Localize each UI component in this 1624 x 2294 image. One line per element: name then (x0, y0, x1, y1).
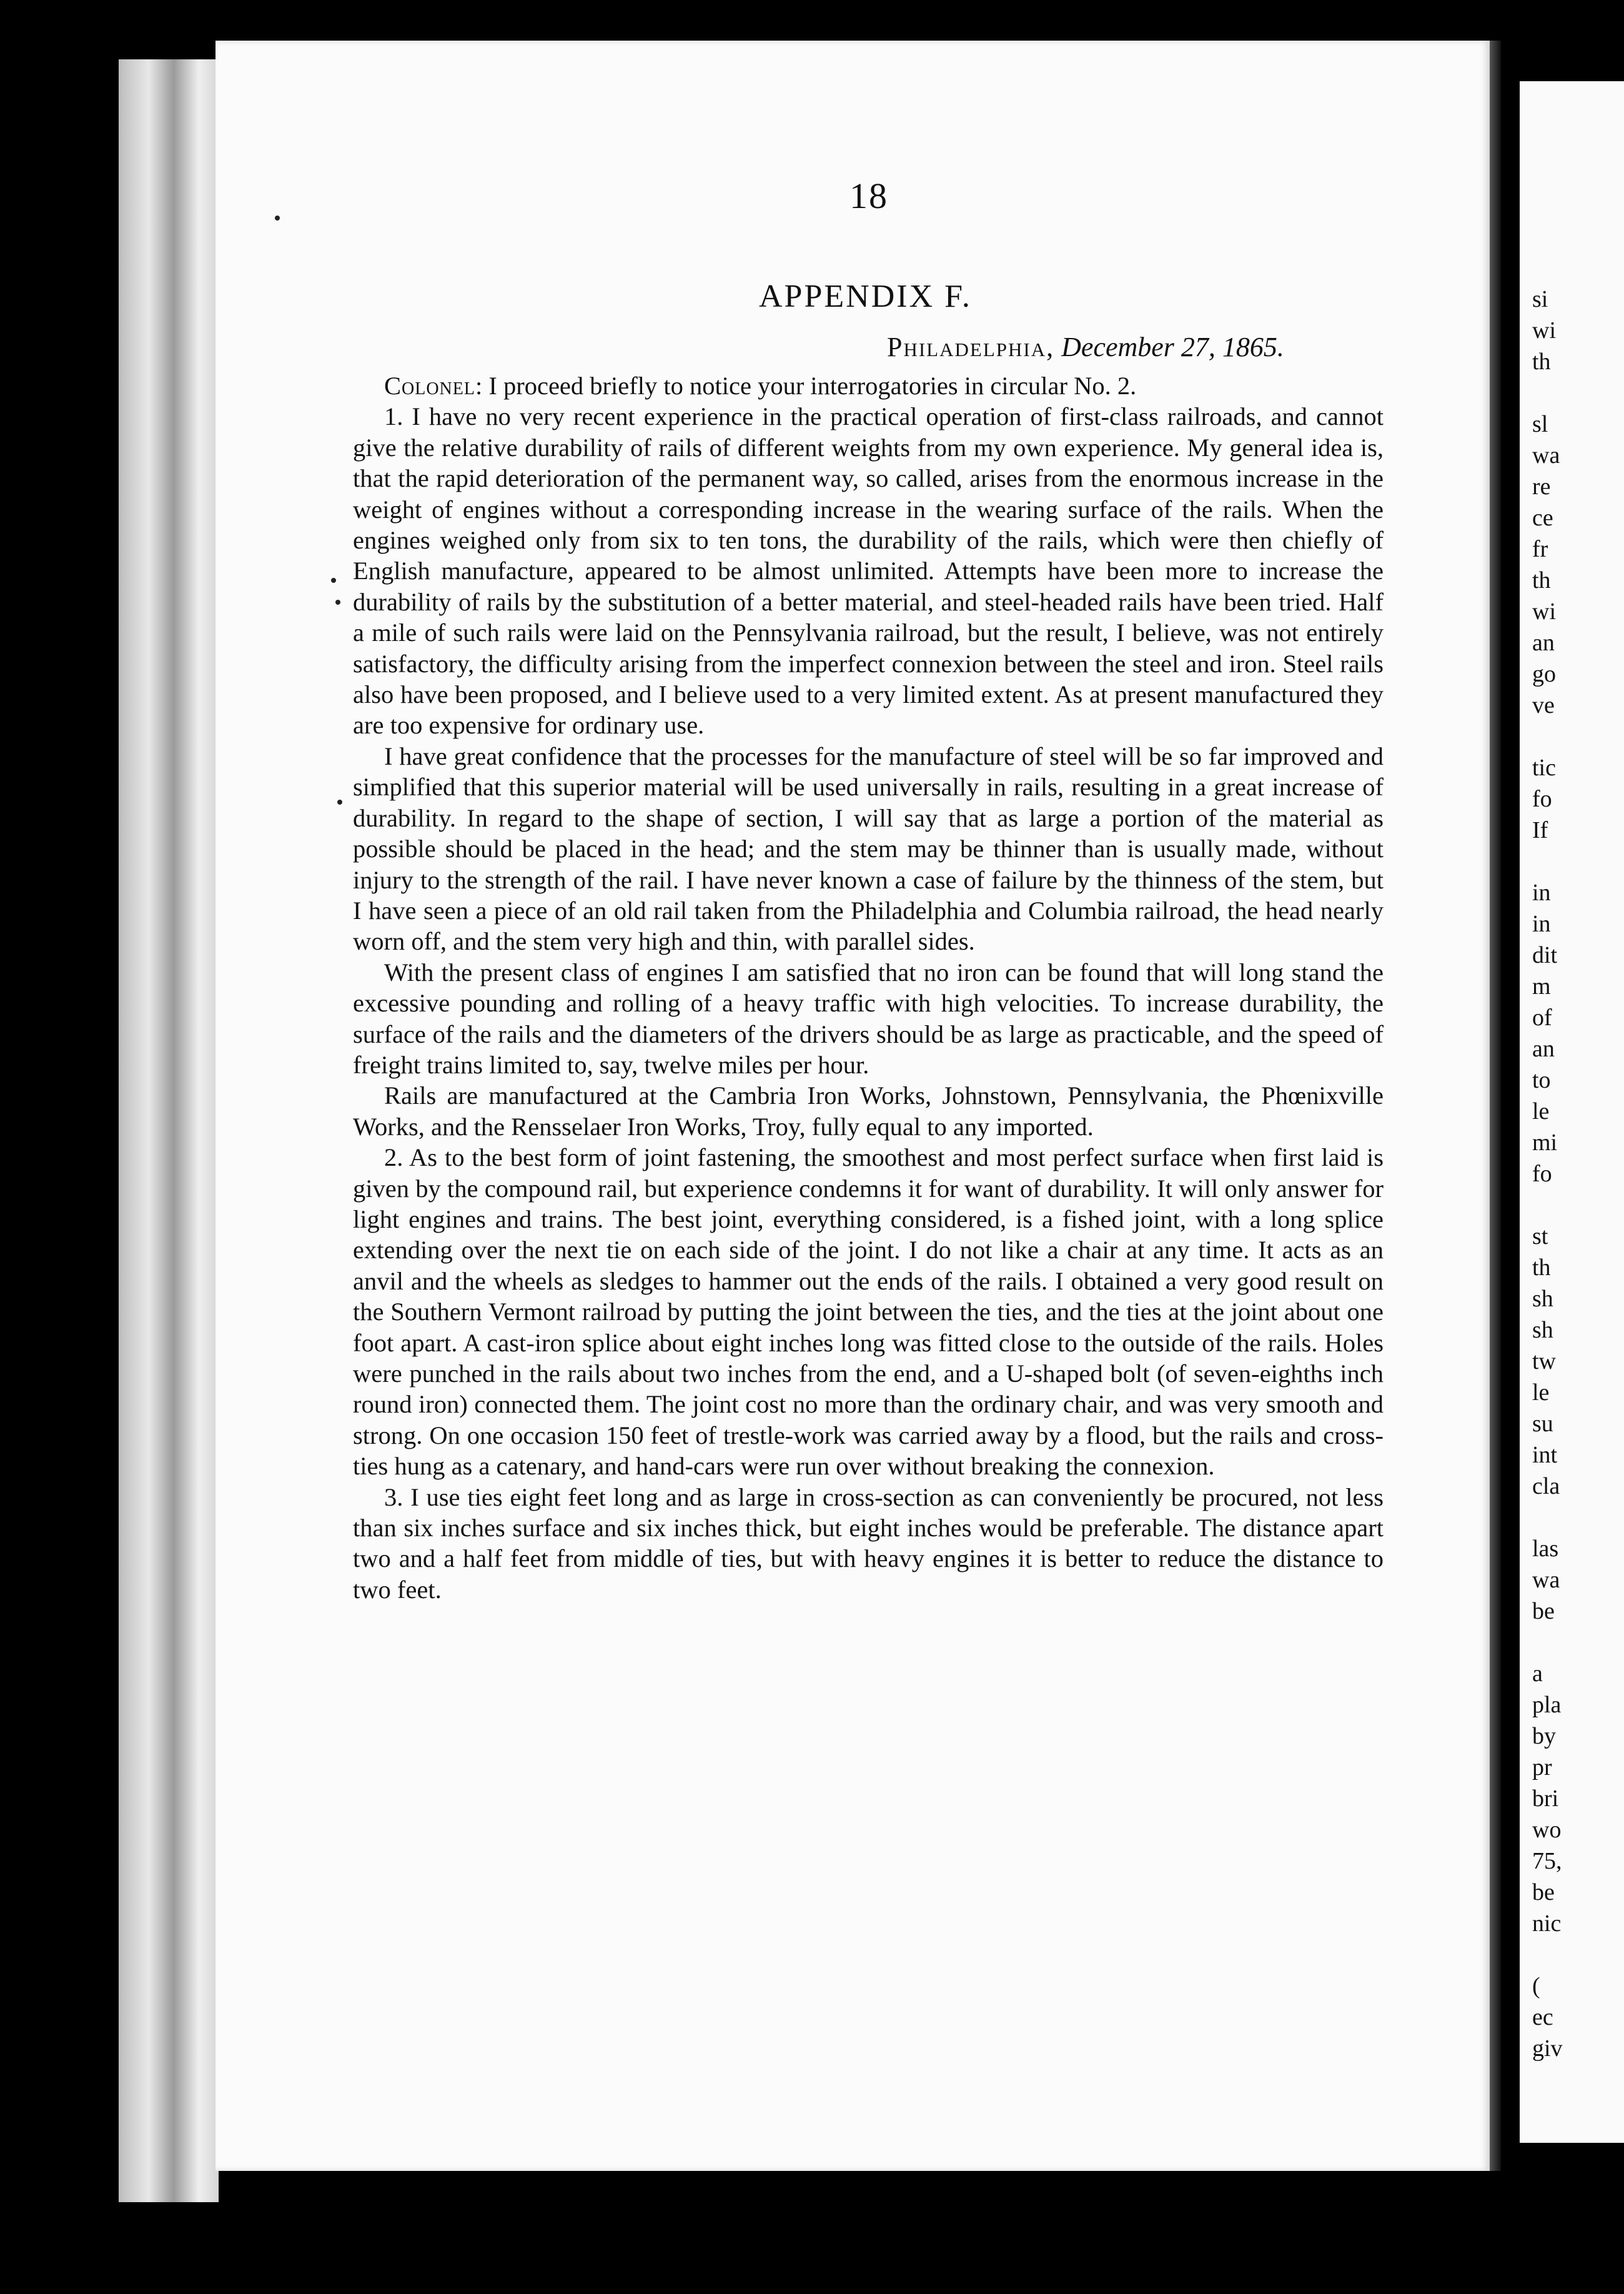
page-fold-shadow (1490, 41, 1501, 2171)
facing-page-text: an (1532, 630, 1555, 656)
dateline (887, 331, 1284, 363)
facing-page-text: mi (1532, 1130, 1558, 1156)
letter-body (353, 370, 1384, 1605)
facing-page-text: nic (1532, 1910, 1562, 1937)
facing-page-text: bri (1532, 1785, 1559, 1812)
facing-page-text: If (1532, 817, 1548, 843)
paragraph: Rails are manufactured at the Cambria Iron Works, Johnstown, Pennsylvania, the Phœnixville Works, and the Rensselaer Iron Works, Troy, fully equal to any imported. (353, 1081, 1384, 1141)
facing-page-text: tic (1532, 755, 1556, 781)
salutation: Colonel (384, 372, 475, 400)
facing-page-text: cla (1532, 1473, 1560, 1499)
facing-page-text: su (1532, 1411, 1553, 1437)
facing-page-text: si (1532, 286, 1548, 312)
facing-page-text: to (1532, 1067, 1551, 1093)
facing-page-text: be (1532, 1598, 1555, 1624)
paragraph: I have great confidence that the processes for the manufacture of steel will be so far improved and simplified that this superior material will be used universally in rails, resulting in a great increase of durability. In regard to the shape of section, I will say that as large a portion of the material as possible should be placed in the head; and the stem may be thinner than is usually made, without injury to the strength of the rail. I have never known a case of failure by the thinness of the stem, but I have seen a piece of an old rail taken from the Philadelphia and Columbia railroad, the head nearly worn off, and the stem very high and thin, with parallel sides. (353, 742, 1384, 956)
facing-page-text: ( (1532, 1973, 1540, 1999)
facing-page-text: ve (1532, 692, 1555, 718)
appendix-heading: APPENDIX F. (759, 279, 972, 314)
facing-page-text: ec (1532, 2004, 1553, 2030)
facing-page-text: in (1532, 911, 1551, 937)
facing-page-text: fo (1532, 786, 1552, 812)
paragraph: 1. I have no very recent experience in the practical operation of first-class railroads, and cannot give the relative durability of rails of different weights from my own experience. My general idea is, that the rapid deterioration of the permanent way, so called, arises from the enormous increase in the weight of engines without a corresponding increase in the wearing surface of the rails. When the engines weighed only from six to ten tons, the durability of the rails, which were then chiefly of English manufacture, appeared to be almost unlimited. Attempts have been more to increase the durability of rails by the substitution of a better material, and steel-headed rails have been tried. Half a mile of such rails were laid on the Pennsylvania railroad, but the result, I believe, was not entirely satisfactory, the difficulty arising from the imperfect connexion between the steel and iron. Steel rails also have been proposed, and I believe used to a very limited extent. As at present manufactured they are too expensive for ordinary use. (353, 402, 1384, 740)
facing-page-text: th (1532, 1254, 1551, 1281)
facing-page-text: le (1532, 1379, 1550, 1406)
dateline-place: Philadelphia, (887, 332, 1055, 362)
facing-page-text: in (1532, 880, 1551, 906)
facing-page-text: re (1532, 474, 1551, 500)
facing-page-text: an (1532, 1036, 1555, 1062)
paragraph: With the present class of engines I am satisfied that no iron can be found that will long stand the excessive pounding and rolling of a heavy traffic with high velocities. To increase durability, the surface of the rails and the diameters of the drivers should be as large as practicable, and the speed of freight trains limited to, say, twelve miles per hour. (353, 958, 1384, 1079)
facing-page-text: sh (1532, 1286, 1553, 1312)
facing-page-text: wa (1532, 1567, 1560, 1593)
facing-page-text: fo (1532, 1161, 1552, 1187)
facing-page-text: wi (1532, 317, 1556, 344)
facing-page-text: go (1532, 661, 1556, 687)
facing-page-text: pr (1532, 1754, 1552, 1780)
facing-page-text: of (1532, 1005, 1552, 1031)
facing-page-text: tw (1532, 1348, 1556, 1374)
facing-page-text: 75, (1532, 1848, 1562, 1874)
facing-page-text: a (1532, 1661, 1543, 1687)
facing-page-text: int (1532, 1442, 1558, 1468)
facing-page-text: sh (1532, 1317, 1553, 1343)
paragraph-text: : I proceed briefly to notice your interrogatories in circular No. 2. (475, 372, 1137, 400)
paragraph: 3. I use ties eight feet long and as large in cross-section as can conveniently be procured, not less than six inches surface and six inches thick, but eight inches would be preferable. The distance apart two and a half feet from middle of ties, but with heavy engines it is better to reduce the distance to two feet. (353, 1482, 1384, 1604)
facing-page-text: giv (1532, 2035, 1563, 2062)
facing-page-text: th (1532, 349, 1551, 375)
speck (335, 600, 340, 605)
facing-page-text: m (1532, 973, 1551, 1000)
speck (337, 800, 342, 805)
facing-page-text: dit (1532, 942, 1558, 968)
facing-page-text: las (1532, 1536, 1559, 1562)
facing-page-text: wo (1532, 1817, 1562, 1843)
speck (275, 216, 280, 221)
speck (331, 578, 336, 583)
facing-page-text: wi (1532, 598, 1556, 625)
facing-page-text: le (1532, 1098, 1550, 1125)
facing-page-text: sl (1532, 411, 1548, 437)
paragraph (353, 370, 1384, 401)
paragraph: 2. As to the best form of joint fastening, the smoothest and most perfect surface when first laid is given by the compound rail, but experience condemns it for want of durability. It will only answer for light engines and trains. The best joint, everything considered, is a fished joint, with a long splice extending over the next tie on each side of the joint. I do not like a chair at any time. It acts as an anvil and the wheels as sledges to hammer out the ends of the rails. I obtained a very good result on the Southern Vermont railroad by putting the joint between the ties, and the ties at the joint about one foot apart. A cast-iron splice about eight inches long was fitted close to the outside of the rails. Holes were punched in the rails about two inches from the end, and a U-shaped bolt (of seven-eighths inch round iron) connected them. The joint cost no more than the ordinary chair, and was very smooth and strong. On one occasion 150 feet of trestle-work was carried away by a flood, but the rails and cross-ties hung as a catenary, and hand-cars were run over without breaking the connexion. (353, 1143, 1384, 1481)
book-gutter (1501, 75, 1520, 2137)
facing-page-text: pla (1532, 1692, 1562, 1718)
facing-page-text: st (1532, 1223, 1548, 1249)
facing-page-text: ce (1532, 505, 1553, 531)
facing-page-text: by (1532, 1723, 1556, 1749)
facing-page-fragment (1520, 81, 1624, 2143)
facing-page-text: fr (1532, 536, 1548, 562)
facing-page-text: th (1532, 567, 1551, 593)
facing-page-text: be (1532, 1879, 1555, 1905)
page-number: 18 (849, 176, 888, 216)
facing-page-text: wa (1532, 442, 1560, 469)
dateline-date: December 27, 1865. (1061, 332, 1284, 362)
book-left-edge (119, 59, 219, 2202)
